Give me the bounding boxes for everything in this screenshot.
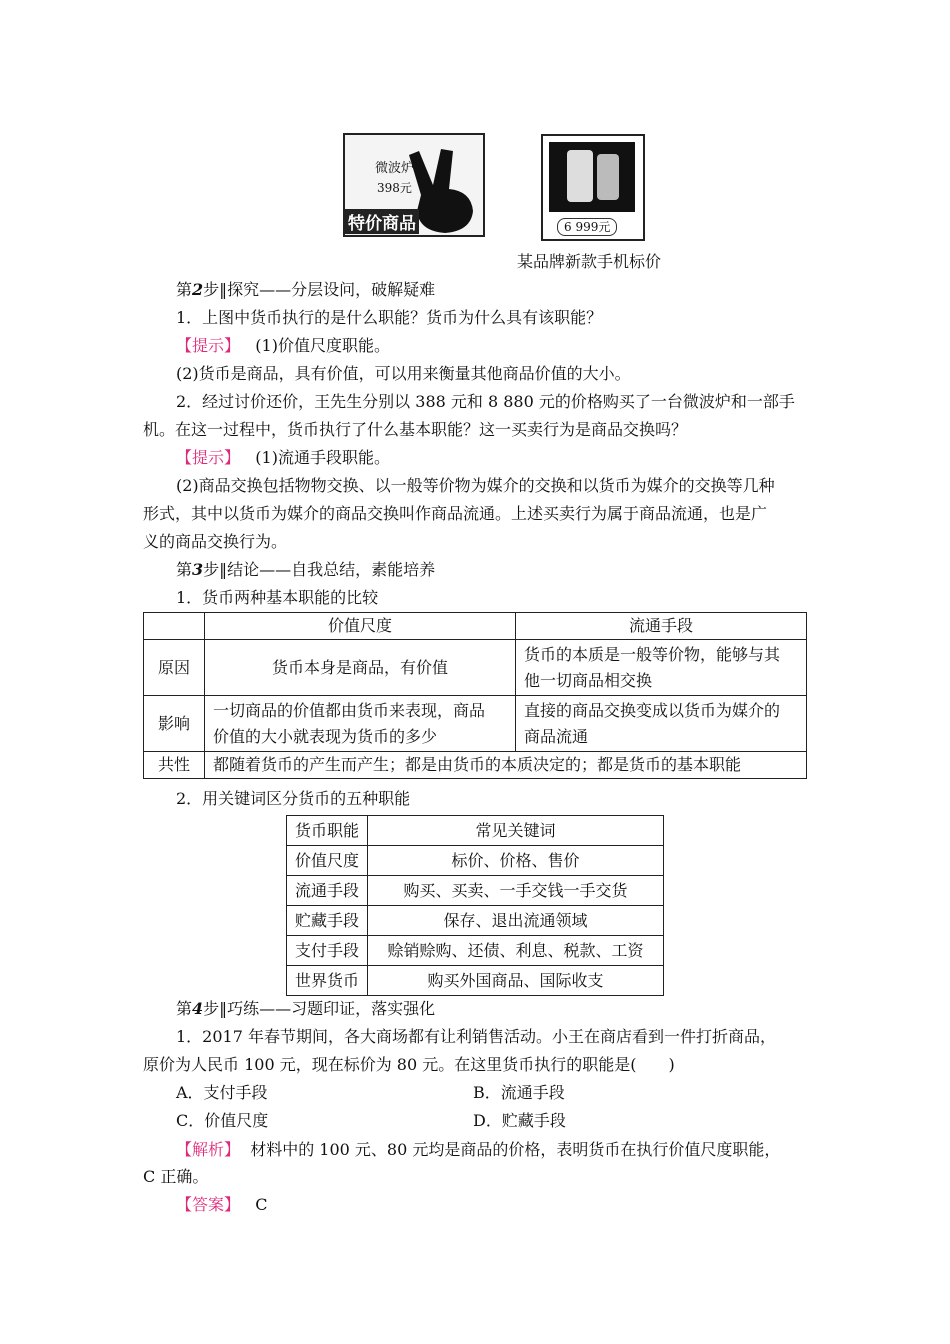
keywords-table bbox=[286, 815, 664, 996]
table-cell bbox=[144, 613, 205, 640]
analysis-line-2: C 正确。 bbox=[143, 1167, 209, 1186]
table-cell: 购买、买卖、一手交钱一手交货 bbox=[368, 876, 664, 906]
analysis-line-1: 【解析】 材料中的 100 元、80 元均是商品的价格，表明货币在执行价值尺度职能， bbox=[176, 1140, 781, 1159]
microwave-price: 398元 bbox=[377, 181, 412, 195]
tip-label: 【提示】 bbox=[176, 448, 241, 467]
microwave-label: 微波炉 bbox=[375, 161, 415, 176]
table-row bbox=[287, 906, 664, 936]
table-row bbox=[144, 640, 807, 696]
table-row bbox=[287, 816, 664, 846]
table-row bbox=[144, 696, 807, 752]
phone-caption: 某品牌新款手机标价 bbox=[517, 252, 662, 271]
q2-tip-2-line-3: 义的商品交换行为。 bbox=[143, 532, 288, 551]
table-row bbox=[287, 876, 664, 906]
step2-heading: 第2步‖探究——分层设问，破解疑难 bbox=[176, 280, 436, 299]
microwave-sale-image bbox=[343, 133, 485, 237]
table-row bbox=[144, 613, 807, 640]
table-header-cell: 价值尺度 bbox=[205, 613, 516, 640]
question-1: 1．上图中货币执行的是什么职能？货币为什么具有该职能？ bbox=[176, 308, 603, 327]
option-d: D．贮藏手段 bbox=[473, 1111, 566, 1130]
step4-heading: 第4步‖巧练——习题印证，落实强化 bbox=[176, 999, 436, 1018]
table-row bbox=[287, 846, 664, 876]
table-cell: 标价、价格、售价 bbox=[368, 846, 664, 876]
table-header-cell: 流通手段 bbox=[516, 613, 807, 640]
row-label: 影响 bbox=[144, 696, 205, 752]
table-row bbox=[144, 752, 807, 779]
table-cell: 赊销赊购、还债、利息、税款、工资 bbox=[368, 936, 664, 966]
table-header-cell: 常见关键词 bbox=[368, 816, 664, 846]
special-offer-banner: 特价商品 bbox=[345, 209, 419, 234]
row-label: 共性 bbox=[144, 752, 205, 779]
phone-price-tag: 6 999元 bbox=[557, 218, 617, 236]
q1-tip-1: 【提示】 (1)价值尺度职能。 bbox=[176, 336, 390, 355]
row-label: 原因 bbox=[144, 640, 205, 696]
phone-price-image bbox=[541, 134, 645, 241]
step3-heading: 第3步‖结论——自我总结，素能培养 bbox=[176, 560, 436, 579]
answer-label: 【答案】 bbox=[176, 1195, 241, 1214]
table-cell: 支付手段 bbox=[287, 936, 368, 966]
table-row bbox=[287, 966, 664, 996]
q2-tip-2-line-2: 形式，其中以货币为媒介的商品交换叫作商品流通。上述买卖行为属于商品流通，也是广 bbox=[143, 504, 768, 523]
table-cell: 货币的本质是一般等价物，能够与其 他一切商品相交换 bbox=[516, 640, 807, 696]
table-cell: 保存、退出流通领域 bbox=[368, 906, 664, 936]
section-1-title: 1．货币两种基本职能的比较 bbox=[176, 588, 379, 607]
table-cell: 直接的商品交换变成以货币为媒介的 商品流通 bbox=[516, 696, 807, 752]
q1-tip-2: (2)货币是商品，具有价值，可以用来衡量其他商品价值的大小。 bbox=[176, 364, 631, 383]
table-cell: 价值尺度 bbox=[287, 846, 368, 876]
option-b: B．流通手段 bbox=[473, 1083, 565, 1102]
answer-line: 【答案】 C bbox=[176, 1195, 268, 1214]
section-2-title: 2．用关键词区分货币的五种职能 bbox=[176, 789, 411, 808]
q2-tip-2-line-1: (2)商品交换包括物物交换、以一般等价物为媒介的交换和以货币为媒介的交换等几种 bbox=[176, 476, 775, 495]
question-2-line-1: 2．经过讨价还价，王先生分别以 388 元和 8 880 元的价格购买了一台微波炉和一部手 bbox=[176, 392, 795, 411]
table-cell: 流通手段 bbox=[287, 876, 368, 906]
analysis-label: 【解析】 bbox=[176, 1140, 241, 1159]
question-2-line-2: 机。在这一过程中，货币执行了什么基本职能？这一买卖行为是商品交换吗？ bbox=[143, 420, 688, 439]
functions-comparison-table bbox=[143, 612, 807, 779]
table-cell: 世界货币 bbox=[287, 966, 368, 996]
phone-photo bbox=[549, 142, 635, 212]
table-row bbox=[287, 936, 664, 966]
table-header-cell: 货币职能 bbox=[287, 816, 368, 846]
tip-label: 【提示】 bbox=[176, 336, 241, 355]
option-c: C．价值尺度 bbox=[176, 1111, 269, 1130]
option-a: A．支付手段 bbox=[176, 1083, 268, 1102]
table-cell: 都随着货币的产生而产生；都是由货币的本质决定的；都是货币的基本职能 bbox=[205, 752, 807, 779]
table-cell: 购买外国商品、国际收支 bbox=[368, 966, 664, 996]
table-cell: 贮藏手段 bbox=[287, 906, 368, 936]
table-cell: 一切商品的价值都由货币来表现，商品 价值的大小就表现为货币的多少 bbox=[205, 696, 516, 752]
exercise-1-line-1: 1．2017 年春节期间，各大商场都有让利销售活动。小王在商店看到一件打折商品， bbox=[176, 1027, 776, 1046]
exercise-1-line-2: 原价为人民币 100 元，现在标价为 80 元。在这里货币执行的职能是( ) bbox=[143, 1055, 675, 1074]
table-cell: 货币本身是商品，有价值 bbox=[205, 640, 516, 696]
q2-tip-1: 【提示】 (1)流通手段职能。 bbox=[176, 448, 390, 467]
